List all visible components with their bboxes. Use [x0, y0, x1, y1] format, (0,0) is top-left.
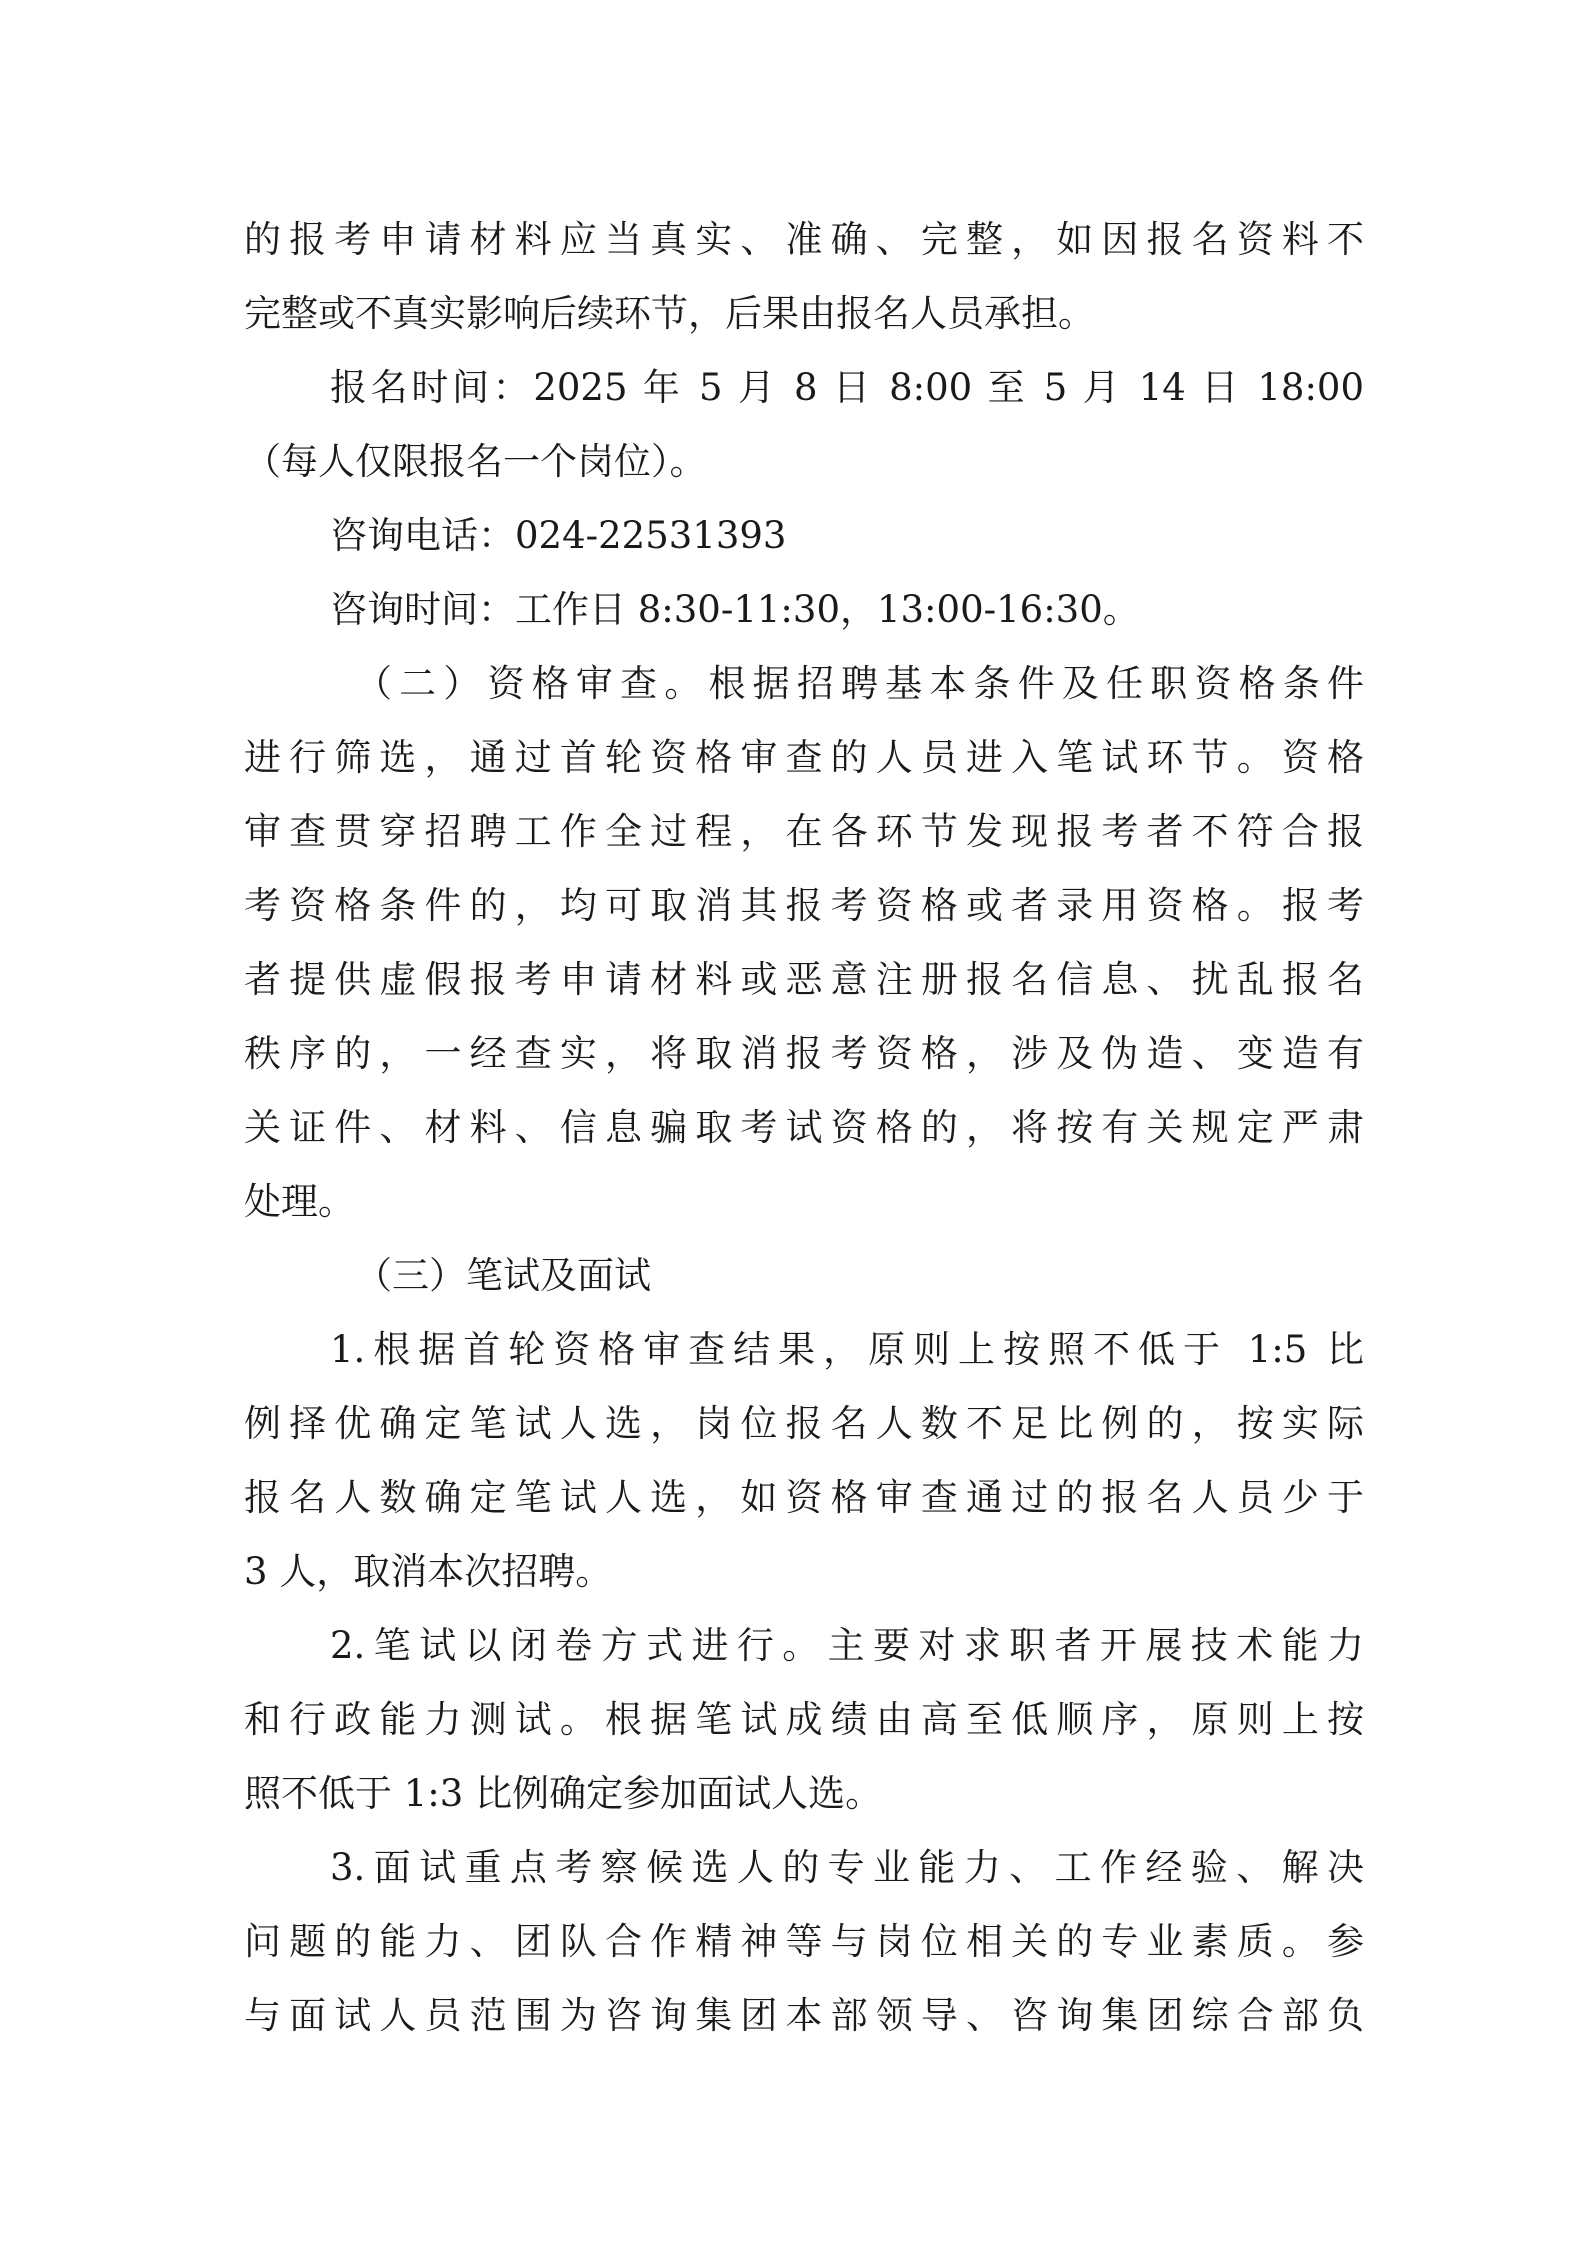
- item-1-line: 1.根据首轮资格审查结果，原则上按照不低于 1:5 比: [330, 1328, 1364, 1371]
- section-3-heading: （三）笔试及面试: [355, 1254, 651, 1297]
- consult-time-text: 咨询时间：工作日 8:30-11:30，13:00-16:30。: [330, 588, 1140, 631]
- body-text-line: 的报考申请材料应当真实、准确、完整，如因报名资料不: [244, 218, 1364, 261]
- section-2-paragraph-line: （二）资格审查。根据招聘基本条件及任职资格条件: [355, 662, 1364, 705]
- registration-time-note: （每人仅限报名一个岗位）。: [244, 440, 707, 483]
- consult-phone-text: 咨询电话：024-22531393: [330, 514, 787, 557]
- item-1-line: 3 人，取消本次招聘。: [244, 1550, 613, 1593]
- section-2-paragraph-line: 秩序的，一经查实，将取消报考资格，涉及伪造、变造有: [244, 1032, 1364, 1075]
- item-3-line: 3.面试重点考察候选人的专业能力、工作经验、解决: [330, 1846, 1364, 1889]
- item-3-line: 与面试人员范围为咨询集团本部领导、咨询集团综合部负: [244, 1994, 1364, 2037]
- item-2-line: 照不低于 1:3 比例确定参加面试人选。: [244, 1772, 883, 1815]
- item-2-line: 2.笔试以闭卷方式进行。主要对求职者开展技术能力: [330, 1624, 1364, 1667]
- body-text-line: 完整或不真实影响后续环节，后果由报名人员承担。: [244, 292, 1095, 335]
- item-1-line: 报名人数确定笔试人选，如资格审查通过的报名人员少于: [244, 1476, 1364, 1519]
- section-2-paragraph-line: 者提供虚假报考申请材料或恶意注册报名信息、扰乱报名: [244, 958, 1364, 1001]
- registration-time-text: 报名时间：2025 年 5 月 8 日 8:00 至 5 月 14 日 18:00: [330, 366, 1364, 409]
- section-2-paragraph-line: 审查贯穿招聘工作全过程，在各环节发现报考者不符合报: [244, 810, 1364, 853]
- section-2-paragraph-line: 关证件、材料、信息骗取考试资格的，将按有关规定严肃: [244, 1106, 1364, 1149]
- item-2-line: 和行政能力测试。根据笔试成绩由高至低顺序，原则上按: [244, 1698, 1364, 1741]
- item-3-line: 问题的能力、团队合作精神等与岗位相关的专业素质。参: [244, 1920, 1364, 1963]
- item-1-line: 例择优确定笔试人选，岗位报名人数不足比例的，按实际: [244, 1402, 1364, 1445]
- section-2-paragraph-line: 处理。: [244, 1180, 355, 1223]
- section-2-paragraph-line: 考资格条件的，均可取消其报考资格或者录用资格。报考: [244, 884, 1364, 927]
- section-2-paragraph-line: 进行筛选，通过首轮资格审查的人员进入笔试环节。资格: [244, 736, 1364, 779]
